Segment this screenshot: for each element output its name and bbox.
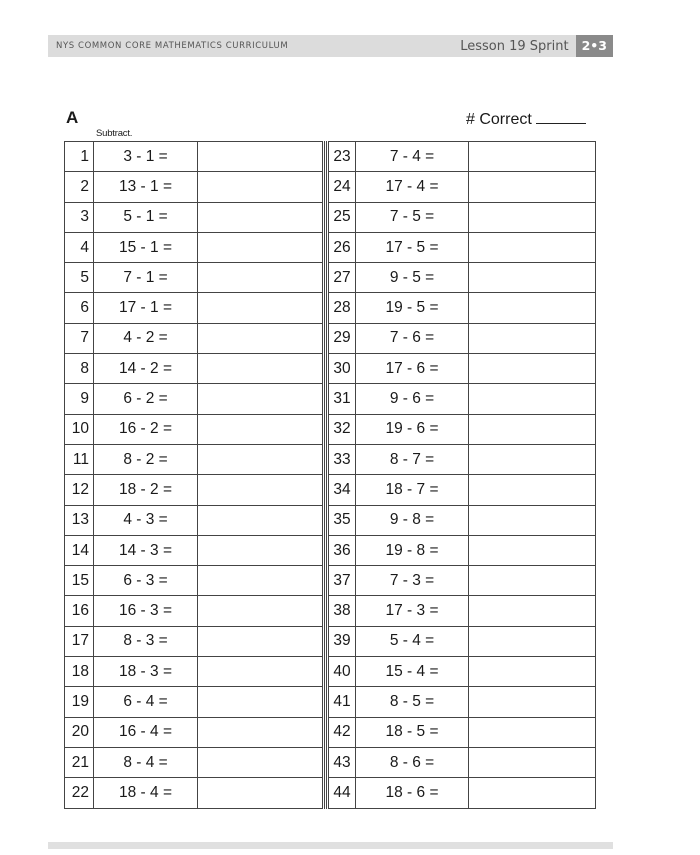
- problem-expression: 19 - 5 =: [356, 293, 469, 323]
- problem-number: 22: [65, 778, 94, 808]
- answer-cell[interactable]: [198, 293, 324, 323]
- problem-number: 3: [65, 202, 94, 232]
- answer-cell[interactable]: [198, 263, 324, 293]
- problem-row: [65, 293, 324, 323]
- answer-cell[interactable]: [198, 323, 324, 353]
- answer-cell[interactable]: [198, 535, 324, 565]
- problem-row: [328, 475, 596, 505]
- problem-row: [328, 596, 596, 626]
- answer-cell[interactable]: [469, 323, 596, 353]
- problem-number: 39: [328, 626, 356, 656]
- answer-cell[interactable]: [469, 717, 596, 747]
- problem-expression: 8 - 7 =: [356, 444, 469, 474]
- problem-row: [65, 414, 324, 444]
- problem-number: 23: [328, 142, 356, 172]
- problem-expression: 17 - 4 =: [356, 172, 469, 202]
- problem-row: [328, 293, 596, 323]
- problem-expression: 5 - 1 =: [94, 202, 198, 232]
- problem-expression: 18 - 7 =: [356, 475, 469, 505]
- problem-expression: 19 - 8 =: [356, 535, 469, 565]
- answer-cell[interactable]: [198, 626, 324, 656]
- problem-row: [328, 444, 596, 474]
- problem-expression: 16 - 2 =: [94, 414, 198, 444]
- answer-cell[interactable]: [469, 566, 596, 596]
- problem-number: 42: [328, 717, 356, 747]
- problem-row: [65, 142, 324, 172]
- problem-number: 43: [328, 747, 356, 777]
- answer-cell[interactable]: [469, 505, 596, 535]
- problem-row: [65, 354, 324, 384]
- problem-number: 36: [328, 535, 356, 565]
- problem-number: 21: [65, 747, 94, 777]
- correct-blank[interactable]: [536, 109, 586, 124]
- sprint-sheet-label: A: [66, 108, 79, 127]
- problem-row: [328, 384, 596, 414]
- problem-row: [328, 263, 596, 293]
- problem-row: [328, 232, 596, 262]
- problem-expression: 8 - 6 =: [356, 747, 469, 777]
- answer-cell[interactable]: [469, 232, 596, 262]
- answer-cell[interactable]: [469, 596, 596, 626]
- problem-row: [328, 747, 596, 777]
- problem-row: [328, 687, 596, 717]
- problem-row: [328, 626, 596, 656]
- correct-count-field: [466, 109, 586, 129]
- problem-row: [65, 687, 324, 717]
- answer-cell[interactable]: [198, 142, 324, 172]
- problem-number: 31: [328, 384, 356, 414]
- problem-row: [328, 414, 596, 444]
- problem-row: [328, 142, 596, 172]
- problem-number: 41: [328, 687, 356, 717]
- answer-cell[interactable]: [469, 202, 596, 232]
- problem-expression: 7 - 3 =: [356, 566, 469, 596]
- problem-expression: 8 - 4 =: [94, 747, 198, 777]
- problem-number: 1: [65, 142, 94, 172]
- problems-table-right: [326, 141, 596, 809]
- problem-row: [65, 323, 324, 353]
- problem-expression: 18 - 2 =: [94, 475, 198, 505]
- correct-label: # Correct: [466, 111, 532, 128]
- problem-row: [328, 778, 596, 808]
- answer-cell[interactable]: [198, 505, 324, 535]
- problem-expression: 7 - 1 =: [94, 263, 198, 293]
- problem-row: [328, 323, 596, 353]
- problem-expression: 18 - 5 =: [356, 717, 469, 747]
- answer-cell[interactable]: [198, 778, 324, 808]
- problem-expression: 16 - 4 =: [94, 717, 198, 747]
- problem-row: [328, 657, 596, 687]
- problem-number: 37: [328, 566, 356, 596]
- problem-row: [65, 778, 324, 808]
- problem-row: [65, 566, 324, 596]
- answer-cell[interactable]: [198, 354, 324, 384]
- answer-cell[interactable]: [198, 475, 324, 505]
- answer-cell[interactable]: [469, 747, 596, 777]
- problem-number: 24: [328, 172, 356, 202]
- problem-expression: 18 - 4 =: [94, 778, 198, 808]
- problem-row: [328, 202, 596, 232]
- problem-expression: 6 - 3 =: [94, 566, 198, 596]
- problem-number: 9: [65, 384, 94, 414]
- answer-cell[interactable]: [198, 232, 324, 262]
- problem-number: 19: [65, 687, 94, 717]
- problem-number: 25: [328, 202, 356, 232]
- problem-expression: 15 - 4 =: [356, 657, 469, 687]
- answer-cell[interactable]: [469, 778, 596, 808]
- problem-number: 28: [328, 293, 356, 323]
- problem-number: 30: [328, 354, 356, 384]
- problem-row: [65, 717, 324, 747]
- answer-cell[interactable]: [469, 172, 596, 202]
- problem-number: 17: [65, 626, 94, 656]
- problem-row: [65, 657, 324, 687]
- answer-cell[interactable]: [198, 566, 324, 596]
- problem-expression: 14 - 2 =: [94, 354, 198, 384]
- problem-number: 27: [328, 263, 356, 293]
- problem-expression: 6 - 4 =: [94, 687, 198, 717]
- problem-row: [65, 172, 324, 202]
- problem-expression: 17 - 5 =: [356, 232, 469, 262]
- answer-cell[interactable]: [469, 535, 596, 565]
- answer-cell[interactable]: [469, 384, 596, 414]
- problem-expression: 8 - 3 =: [94, 626, 198, 656]
- answer-cell[interactable]: [198, 657, 324, 687]
- problem-number: 7: [65, 323, 94, 353]
- answer-cell[interactable]: [198, 202, 324, 232]
- answer-cell[interactable]: [198, 414, 324, 444]
- problem-row: [328, 172, 596, 202]
- problem-expression: 8 - 2 =: [94, 444, 198, 474]
- problem-expression: 18 - 3 =: [94, 657, 198, 687]
- problem-row: [65, 202, 324, 232]
- problem-number: 34: [328, 475, 356, 505]
- problem-number: 12: [65, 475, 94, 505]
- problem-row: [328, 505, 596, 535]
- problem-number: 2: [65, 172, 94, 202]
- problem-expression: 3 - 1 =: [94, 142, 198, 172]
- problem-row: [65, 263, 324, 293]
- problem-expression: 13 - 1 =: [94, 172, 198, 202]
- header-bar: [48, 35, 613, 57]
- problem-row: [328, 717, 596, 747]
- problem-expression: 7 - 5 =: [356, 202, 469, 232]
- problem-number: 40: [328, 657, 356, 687]
- problem-number: 29: [328, 323, 356, 353]
- problem-number: 11: [65, 444, 94, 474]
- problem-number: 32: [328, 414, 356, 444]
- problem-number: 13: [65, 505, 94, 535]
- problems-table-left: [64, 141, 325, 809]
- problem-row: [65, 505, 324, 535]
- answer-cell[interactable]: [469, 475, 596, 505]
- answer-cell[interactable]: [198, 717, 324, 747]
- problem-number: 10: [65, 414, 94, 444]
- problem-number: 4: [65, 232, 94, 262]
- answer-cell[interactable]: [198, 596, 324, 626]
- problem-number: 38: [328, 596, 356, 626]
- problem-number: 6: [65, 293, 94, 323]
- problem-row: [65, 384, 324, 414]
- problem-row: [328, 566, 596, 596]
- problem-row: [65, 626, 324, 656]
- problem-row: [328, 354, 596, 384]
- answer-cell[interactable]: [469, 626, 596, 656]
- answer-cell[interactable]: [469, 657, 596, 687]
- problem-expression: 15 - 1 =: [94, 232, 198, 262]
- answer-cell[interactable]: [469, 263, 596, 293]
- problem-number: 15: [65, 566, 94, 596]
- problem-row: [65, 535, 324, 565]
- problem-expression: 4 - 3 =: [94, 505, 198, 535]
- problem-expression: 8 - 5 =: [356, 687, 469, 717]
- problem-expression: 9 - 8 =: [356, 505, 469, 535]
- footer-bar: [48, 842, 613, 849]
- problem-expression: 7 - 4 =: [356, 142, 469, 172]
- answer-cell[interactable]: [198, 172, 324, 202]
- problem-expression: 17 - 6 =: [356, 354, 469, 384]
- problem-number: 18: [65, 657, 94, 687]
- problem-row: [328, 535, 596, 565]
- problem-row: [65, 747, 324, 777]
- problem-expression: 6 - 2 =: [94, 384, 198, 414]
- problem-row: [65, 475, 324, 505]
- problem-number: 14: [65, 535, 94, 565]
- answer-cell[interactable]: [469, 444, 596, 474]
- answer-cell[interactable]: [469, 354, 596, 384]
- problem-expression: 19 - 6 =: [356, 414, 469, 444]
- problem-row: [65, 232, 324, 262]
- problem-number: 20: [65, 717, 94, 747]
- lesson-title: Lesson 19 Sprint: [460, 38, 569, 54]
- answer-cell[interactable]: [198, 687, 324, 717]
- problem-expression: 9 - 6 =: [356, 384, 469, 414]
- problem-expression: 4 - 2 =: [94, 323, 198, 353]
- problem-expression: 17 - 1 =: [94, 293, 198, 323]
- answer-cell[interactable]: [469, 687, 596, 717]
- grade-module-badge: 2•3: [576, 35, 613, 57]
- problem-expression: 5 - 4 =: [356, 626, 469, 656]
- problem-number: 8: [65, 354, 94, 384]
- problem-number: 33: [328, 444, 356, 474]
- problem-expression: 14 - 3 =: [94, 535, 198, 565]
- instruction: Subtract.: [96, 128, 133, 139]
- curriculum-title: NYS COMMON CORE MATHEMATICS CURRICULUM: [56, 41, 289, 51]
- problem-number: 35: [328, 505, 356, 535]
- problem-row: [65, 596, 324, 626]
- answer-cell[interactable]: [469, 142, 596, 172]
- problem-number: 5: [65, 263, 94, 293]
- problem-number: 26: [328, 232, 356, 262]
- problem-number: 16: [65, 596, 94, 626]
- problem-expression: 7 - 6 =: [356, 323, 469, 353]
- problem-expression: 18 - 6 =: [356, 778, 469, 808]
- answer-cell[interactable]: [469, 414, 596, 444]
- answer-cell[interactable]: [198, 444, 324, 474]
- answer-cell[interactable]: [198, 384, 324, 414]
- problem-expression: 9 - 5 =: [356, 263, 469, 293]
- problem-expression: 16 - 3 =: [94, 596, 198, 626]
- answer-cell[interactable]: [469, 293, 596, 323]
- problem-number: 44: [328, 778, 356, 808]
- answer-cell[interactable]: [198, 747, 324, 777]
- problem-row: [65, 444, 324, 474]
- problem-expression: 17 - 3 =: [356, 596, 469, 626]
